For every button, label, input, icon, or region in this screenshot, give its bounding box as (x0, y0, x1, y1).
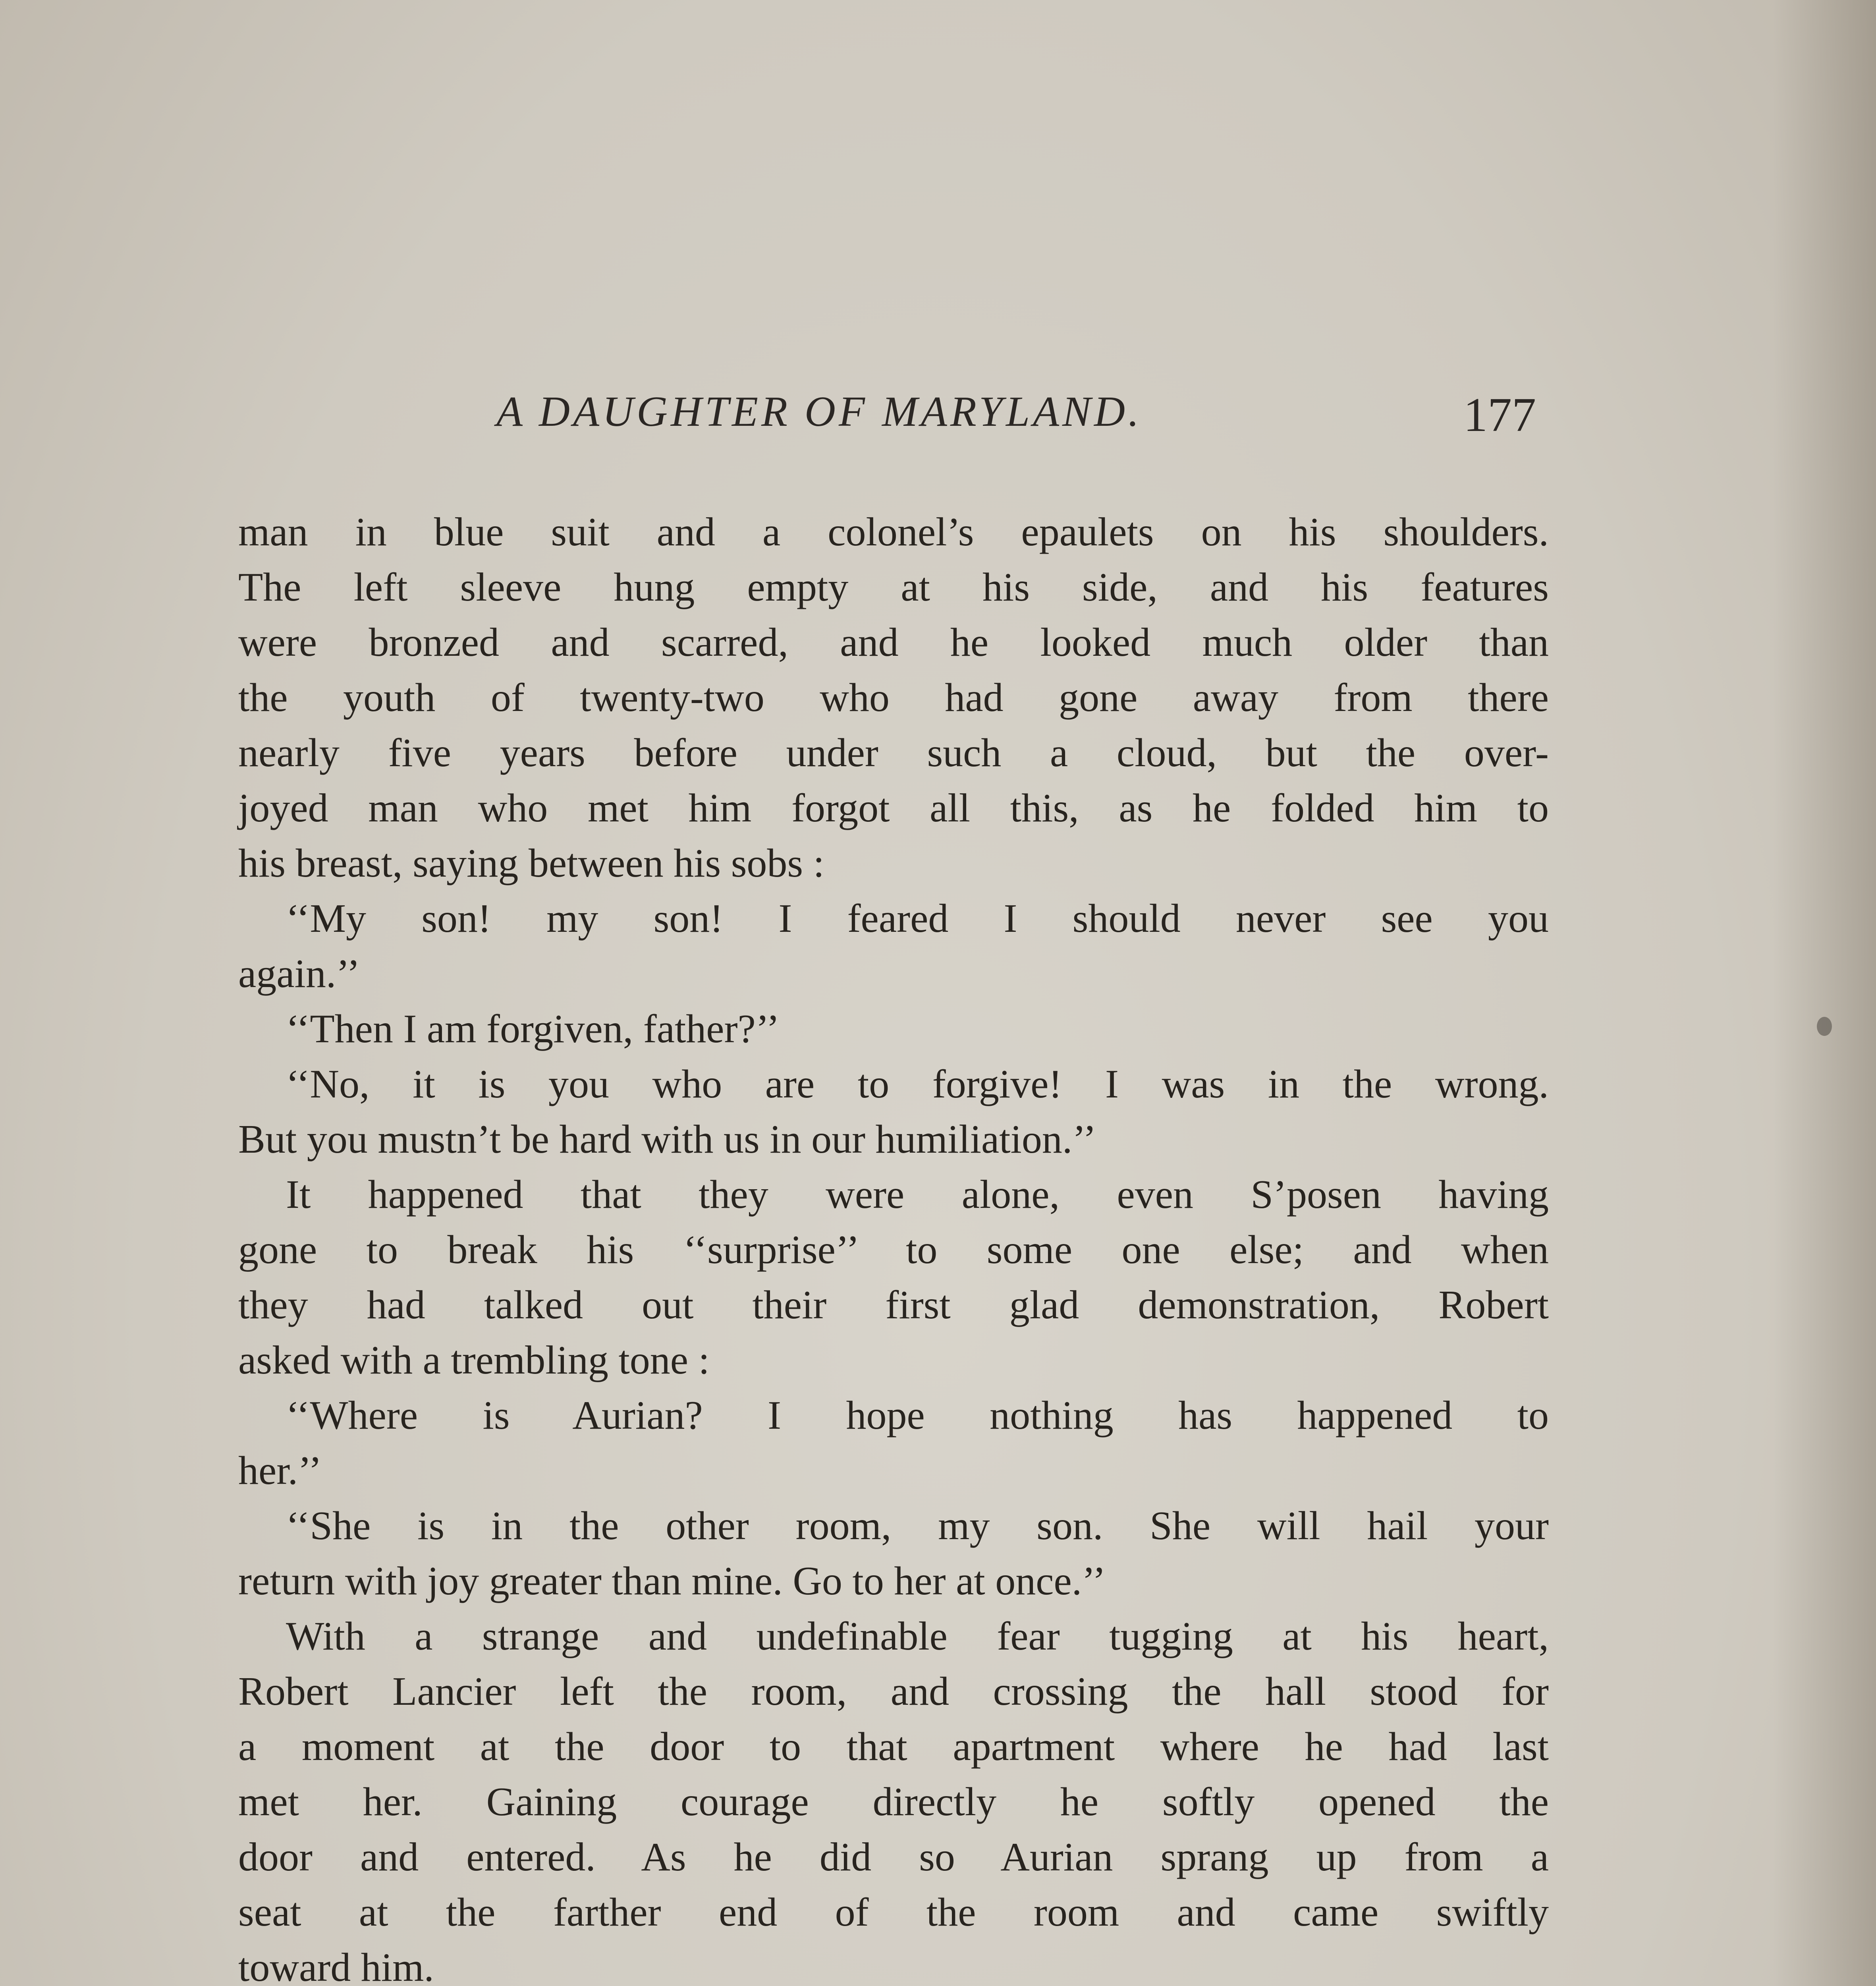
page-number: 177 (1463, 388, 1536, 442)
text-line: joyed man who met him forgot all this, as he folded him to (238, 786, 1549, 831)
text-line: ‘‘She is in the other room, my son. She will hail your (286, 1503, 1549, 1548)
text-line: ‘‘Where is Aurian? I hope nothing has happened to (286, 1393, 1549, 1438)
paper-speck (1817, 1017, 1832, 1036)
text-line: they had talked out their first glad demonstration, Robert (238, 1283, 1549, 1327)
text-line: his breast, saying between his sobs : (238, 841, 824, 886)
text-line: the youth of twenty-two who had gone away from there (238, 675, 1549, 720)
text-line: were bronzed and scarred, and he looked much older than (238, 620, 1549, 665)
text-line: ‘‘Then I am forgiven, father?’’ (286, 1007, 780, 1051)
text-line: ‘‘My son! my son! I feared I should never see you (286, 896, 1549, 941)
text-line: toward him. (238, 1945, 434, 1986)
text-line: Robert Lancier left the room, and crossing the hall stood for (238, 1669, 1549, 1714)
text-line: ‘‘No, it is you who are to forgive! I was in the wrong. (286, 1062, 1549, 1107)
text-line: a moment at the door to that apartment where he had last (238, 1724, 1549, 1769)
running-title: A DAUGHTER OF MARYLAND. (496, 388, 1143, 435)
text-line: seat at the farther end of the room and came swiftly (238, 1890, 1549, 1935)
text-line: With a strange and undefinable fear tugging at his heart, (286, 1614, 1549, 1659)
text-line: But you mustn’t be hard with us in our humiliation.’’ (238, 1117, 1096, 1162)
text-line: asked with a trembling tone : (238, 1338, 710, 1383)
text-line: gone to break his ‘‘surprise’’ to some one else; and when (238, 1227, 1549, 1272)
text-line: met her. Gaining courage directly he softly opened the (238, 1779, 1549, 1824)
text-line: man in blue suit and a colonel’s epaulets on his shoulders. (238, 510, 1549, 554)
text-line: door and entered. As he did so Aurian sprang up from a (238, 1835, 1549, 1880)
text-line: It happened that they were alone, even S’posen having (286, 1172, 1549, 1217)
body-text (238, 504, 1549, 1986)
text-line: The left sleeve hung empty at his side, and his features (238, 565, 1549, 610)
text-line: nearly five years before under such a cloud, but the over- (238, 730, 1549, 775)
page-edge-shadow (1773, 0, 1876, 1986)
text-line: return with joy greater than mine. Go to her at once.’’ (238, 1559, 1106, 1603)
text-line: her.’’ (238, 1448, 322, 1493)
text-line: again.’’ (238, 951, 360, 996)
